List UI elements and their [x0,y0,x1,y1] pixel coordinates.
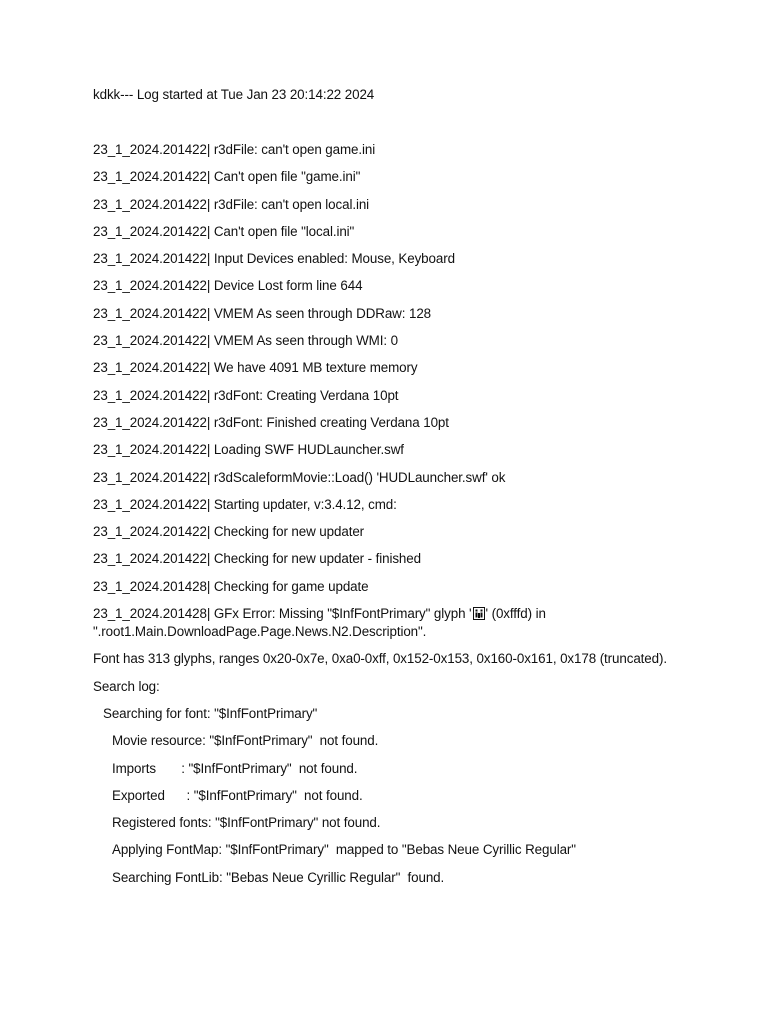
search-step: Exported : "$InfFontPrimary" not found. [112,787,363,803]
gfx-error-text-start: 23_1_2024.201428| GFx Error: Missing "$InfFontPrimary" glyph ' [93,606,472,622]
gfx-error-path: ".root1.Main.DownloadPage.Page.News.N2.Description". [93,624,427,640]
search-step: Registered fonts: "$InfFontPrimary" not found. [112,815,381,831]
gfx-error-line [93,605,733,641]
log-entry: 23_1_2024.201422| Loading SWF HUDLauncher.swf [93,442,404,458]
search-step: Movie resource: "$InfFontPrimary" not found. [112,733,379,749]
log-entry: 23_1_2024.201422| Device Lost form line 644 [93,278,363,294]
log-document [93,86,733,896]
log-entry: 23_1_2024.201422| Can't open file "game.ini" [93,169,361,185]
log-entry: 23_1_2024.201422| VMEM As seen through DDRaw: 128 [93,305,432,321]
log-entry: 23_1_2024.201422| Can't open file "local.ini" [93,223,355,239]
missing-glyph-icon [473,607,485,620]
search-step: Applying FontMap: "$InfFontPrimary" mapped to "Bebas Neue Cyrillic Regular" [112,842,576,858]
log-entries [93,141,733,596]
log-header: kdkk--- Log started at Tue Jan 23 20:14:22 2024 [93,87,375,102]
log-entry: 23_1_2024.201422| Checking for new updater [93,524,365,540]
search-step: Imports : "$InfFontPrimary" not found. [112,760,358,776]
log-entry: 23_1_2024.201422| VMEM As seen through WMI: 0 [93,333,398,349]
gfx-error-text-end: ' (0xfffd) in [485,606,546,622]
log-entry: 23_1_2024.201422| r3dFile: can't open local.ini [93,196,370,212]
log-entry: 23_1_2024.201428| Checking for game update [93,578,369,594]
search-step: Searching FontLib: "Bebas Neue Cyrillic Regular" found. [112,869,445,885]
log-entry: 23_1_2024.201422| Checking for new updater - finished [93,551,421,567]
log-entry: 23_1_2024.201422| Input Devices enabled: Mouse, Keyboard [93,251,455,267]
log-entry: 23_1_2024.201422| r3dFile: can't open game.ini [93,142,376,157]
searching-for-font-line: Searching for font: "$InfFontPrimary" [103,705,318,721]
log-entry: 23_1_2024.201422| r3dFont: Creating Verdana 10pt [93,387,399,403]
blank-spacer [93,104,733,141]
log-entry: 23_1_2024.201422| Starting updater, v:3.4.12, cmd: [93,496,397,512]
log-entry: 23_1_2024.201422| r3dFont: Finished creating Verdana 10pt [93,414,449,430]
log-entry: 23_1_2024.201422| r3dScaleformMovie::Load() 'HUDLauncher.swf' ok [93,469,506,485]
font-info-line: Font has 313 glyphs, ranges 0x20-0x7e, 0xa0-0xff, 0x152-0x153, 0x160-0x161, 0x178 (truncated). [93,651,667,667]
search-steps [93,732,733,886]
search-log-label: Search log: [93,678,160,694]
log-entry: 23_1_2024.201422| We have 4091 MB texture memory [93,360,418,376]
